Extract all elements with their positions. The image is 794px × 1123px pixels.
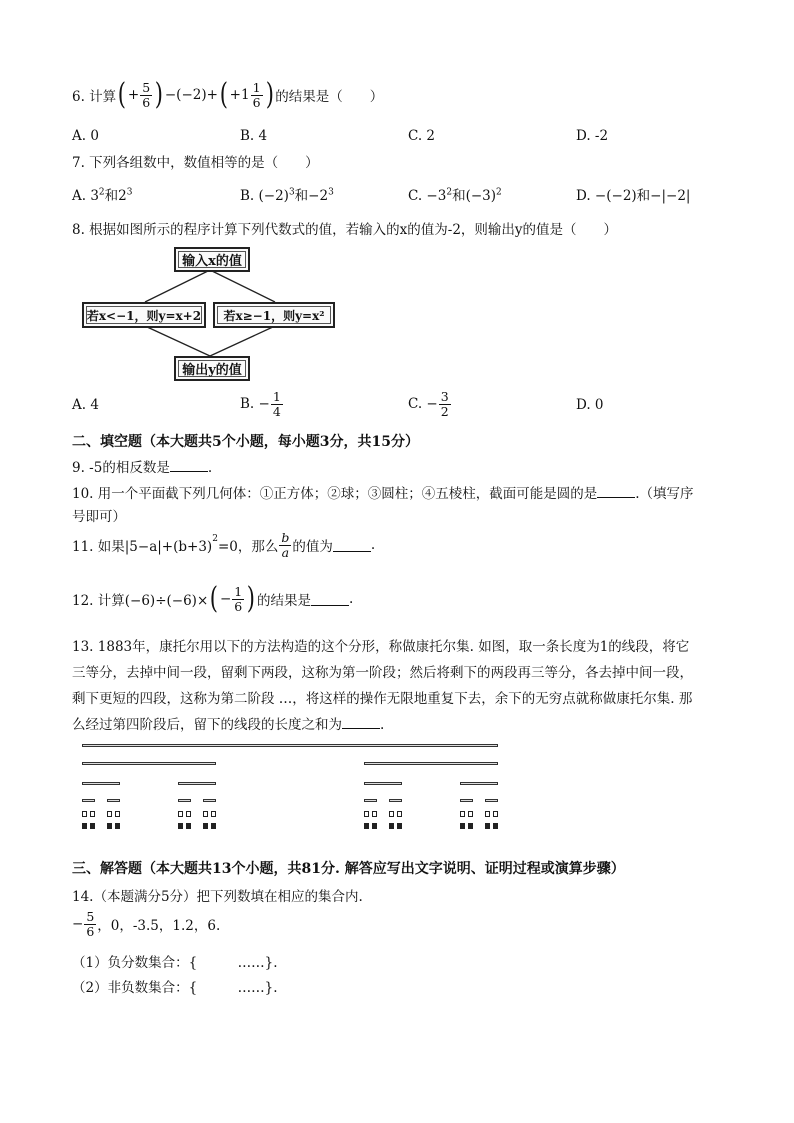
q6-option-a: A. 0 [72,128,99,144]
cantor-stage-4 [186,811,191,817]
q6-frac1: $\frac{5}{6}$ [142,80,151,110]
cantor-stage-4 [485,811,490,817]
q6-paren-close2: ) [265,77,274,112]
flow-right-box: 若x≥−1，则y=x² [213,302,335,328]
cantor-stage-5 [364,823,369,829]
cantor-stage-5 [468,823,473,829]
cantor-stage-4 [82,811,87,817]
cantor-stage-2 [82,782,120,785]
q12-line: 12. 计算(−6)÷(−6)× ( − $\frac{1}{6}$ ) 的结果是 . [72,581,354,616]
cantor-stage-0 [82,744,498,747]
q7-option-a: A. $3^2$和$2^3$ [72,187,133,204]
q6-lead: 6. 计算 [72,89,117,105]
q9-blank [170,459,208,472]
cantor-stage-5 [485,823,490,829]
cantor-stage-3 [485,799,498,802]
cantor-stage-5 [460,823,465,829]
cantor-stage-5 [115,823,120,829]
q6-t1-sign: + [127,87,140,103]
q13-line4: 么经过第四阶段后，留下的线段的长度之和为 . [72,717,385,733]
q8-option-c: C. − $\frac{3}{2}$ [408,389,449,419]
q6-minus-term: −(−2)+ [164,87,218,103]
cantor-stage-4 [211,811,216,817]
cantor-stage-4 [493,811,498,817]
q7-option-c: C. $-3^2$和$(-3)^2$ [408,187,502,204]
cantor-stage-5 [211,823,216,829]
cantor-stage-4 [397,811,402,817]
q13-line3: 剩下更短的四段，这称为第二阶段 …，将这样的操作无限地重复下去，余下的无穷点就称做康托尔集. 那 [72,691,693,707]
q11-blank [333,539,371,552]
q13-blank [342,716,380,729]
q10-blank [597,485,635,498]
q6-paren-close: ) [154,77,164,112]
q14-stem: 14.（本题满分5分）把下列数填在相应的集合内. [72,889,363,905]
cantor-stage-2 [178,782,216,785]
cantor-stage-4 [372,811,377,817]
q6-option-c: C. 2 [408,128,436,144]
cantor-stage-4 [115,811,120,817]
cantor-stage-3 [389,799,402,802]
q14-set-negative-fractions: （1）负分数集合：{ ……}. [72,955,278,971]
q13-line2: 三等分，去掉中间一段，留剩下两段，这称为第一阶段；然后将剩下的两段再三等分，各去掉中间一段， [72,665,693,681]
cantor-stage-4 [203,811,208,817]
q11-line: 11. 如果|5−a|+(b+3) 2 =0，那么 $\frac{b}{a}$ 的值为 . [72,530,376,560]
cantor-stage-4 [364,811,369,817]
cantor-stage-2 [460,782,498,785]
flow-output-box: 输出y的值 [174,356,250,381]
cantor-stage-4 [460,811,465,817]
q8-stem: 8. 根据如图所示的程序计算下列代数式的值，若输入的x的值为-2，则输出y的值是（ ） [72,222,618,238]
cantor-stage-4 [178,811,183,817]
q10-line1: 10. 用一个平面截下列几何体：①正方体；②球；③圆柱；④五棱柱，截面可能是圆的是 .（填写序 [72,486,694,502]
cantor-stage-3 [107,799,120,802]
q7-stem: 7. 下列各组数中，数值相等的是（ ） [72,155,319,171]
cantor-stage-5 [178,823,183,829]
cantor-stage-5 [372,823,377,829]
q6-paren-open: ( [117,77,127,112]
q7-option-d: D. −(−2)和−|−2| [576,188,691,204]
q6-t3-sign: +1 [229,87,250,103]
cantor-stage-1-right [364,762,498,765]
cantor-stage-5 [90,823,95,829]
cantor-stage-5 [389,823,394,829]
q9-line: 9. -5的相反数是 . [72,460,213,476]
q13-line1: 13. 1883年，康托尔用以下的方法构造的这个分形，称做康托尔集. 如图，取一条长度为1的线段，将它 [72,639,690,655]
q6-frac2: $\frac{1}{6}$ [252,80,261,110]
cantor-stage-1-left [82,762,216,765]
q6-option-d: D. -2 [576,128,609,144]
cantor-stage-4 [90,811,95,817]
section-2-heading: 二、填空题（本大题共5个小题，每小题3分，共15分） [72,434,419,450]
cantor-stage-3 [82,799,95,802]
cantor-stage-4 [107,811,112,817]
q12-blank [311,593,349,606]
q8-option-d: D. 0 [576,397,604,413]
cantor-stage-5 [82,823,87,829]
q6-tail: 的结果是（ ） [275,89,384,105]
q14-set-non-negative: （2）非负数集合：{ ……}. [72,980,278,996]
flow-left-box: 若x<−1，则y=x+2 [82,302,206,328]
cantor-stage-5 [107,823,112,829]
q6-option-b: B. 4 [240,128,268,144]
cantor-stage-3 [364,799,377,802]
flow-input-box: 输入x的值 [174,247,250,272]
cantor-stage-4 [389,811,394,817]
q7-option-b: B. $(-2)^3$和$-2^3$ [240,187,334,204]
cantor-stage-3 [203,799,216,802]
cantor-stage-5 [203,823,208,829]
q8-option-b: B. − $\frac{1}{4}$ [240,389,281,419]
q6-paren-open2: ( [219,77,228,112]
cantor-stage-5 [186,823,191,829]
cantor-stage-2 [364,782,402,785]
cantor-stage-3 [178,799,191,802]
cantor-stage-4 [468,811,473,817]
cantor-stage-5 [397,823,402,829]
cantor-stage-5 [493,823,498,829]
cantor-stage-3 [460,799,473,802]
q14-numbers: − $\frac{5}{6}$ ，0，-3.5，1.2，6. [72,909,221,939]
q10-line2: 号即可） [72,509,126,525]
q6-line [72,78,383,112]
section-3-heading: 三、解答题（本大题共13个小题，共81分. 解答应写出文字说明、证明过程或演算步骤） [72,861,625,877]
q8-option-a: A. 4 [72,397,99,413]
